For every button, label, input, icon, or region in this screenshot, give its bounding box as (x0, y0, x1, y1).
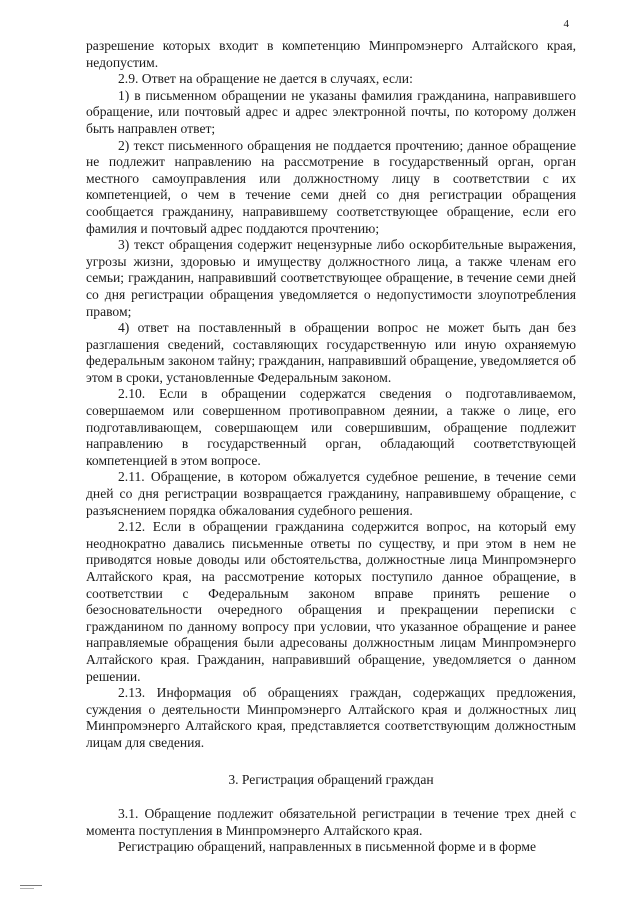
paragraph-2-9-item-1: 1) в письменном обращении не указаны фамилия гражданина, направившего обращение, или почтовый адрес и адрес электронной почты, по которому должен быть направлен ответ; (86, 87, 576, 136)
footer-scan-mark-secondary (20, 888, 34, 889)
paragraph-3-2-start: Регистрацию обращений, направленных в письменной форме и в форме (118, 839, 536, 855)
paragraph-2-11: 2.11. Обращение, в котором обжалуется судебное решение, в течение семи дней со дня регистрации возвращается гражданину, направившему обращение, с разъяснением порядка обжалования судебного решения. (86, 469, 576, 518)
footer-scan-mark (20, 885, 42, 886)
paragraph-2-9: 2.9. Ответ на обращение не дается в случаях, если: (118, 71, 413, 87)
paragraph-2-13: 2.13. Информация об обращениях граждан, содержащих предложения, суждения о деятельности Минпромэнерго Алтайского края и должностных лиц Минпромэнерго Алтайского края, представляется соответствующим должностным лицам для сведения. (86, 685, 576, 750)
paragraph-3-1: 3.1. Обращение подлежит обязательной регистрации в течение трех дней с момента поступления в Минпромэнерго Алтайского края. (86, 806, 576, 838)
paragraph-continuation: разрешение которых входит в компетенцию Минпромэнерго Алтайского края, недопустим. (86, 38, 576, 70)
document-body (86, 38, 576, 856)
paragraph-2-12: 2.12. Если в обращении гражданина содержится вопрос, на который ему неоднократно давались письменные ответы по существу, и при этом в нем не приводятся новые доводы или обстоятельства, должностные лица Минпромэнерго Алтайского края, на рассмотрение которых поступило данное обращение, в соответствии с Федеральным законом вправе принять решение о безосновательности очередного обращения и прекращении переписки с гражданином по данному вопросу при условии, что указанное обращение и ранее направляемые обращения были адресованы должностным лицам Минпромэнерго Алтайского края. Гражданин, направивший обращение, уведомляется о данном решении. (86, 519, 576, 684)
paragraph-2-10: 2.10. Если в обращении содержатся сведения о подготавливаемом, совершаемом или совершенном противоправном деянии, а также о лице, его подготавливающем, совершающем или совершившим, обращение подлежит направлению в государственный орган, обладающий соответствующей компетенцией в этом вопросе. (86, 386, 576, 468)
section-heading: 3. Регистрация обращений граждан (228, 771, 434, 787)
paragraph-2-9-item-2: 2) текст письменного обращения не поддается прочтению; данное обращение не подлежит направлению на рассмотрение в государственный орган, орган местного самоуправления или должностному лицу в соответствии с их компетенцией, о чем в течение семи дней со дня регистрации обращения сообщается гражданину, направившему соответствующее обращение, если его фамилия и почтовый адрес поддаются прочтению; (86, 137, 576, 236)
page-number: 4 (563, 18, 569, 30)
paragraph-2-9-item-4: 4) ответ на поставленный в обращении вопрос не может быть дан без разглашения сведений, составляющих государственную или иную охраняемую федеральным законом тайну; гражданин, направивший обращение, уведомляется об этом в сроки, установленные Федеральным законом. (86, 320, 576, 385)
paragraph-2-9-item-3: 3) текст обращения содержит нецензурные либо оскорбительные выражения, угрозы жизни, здоровью и имуществу должностного лица, а также членам его семьи; гражданин, направивший соответствующее обращение, в течение семи дней со дня регистрации обращения уведомляется о недопустимости злоупотребления правом; (86, 237, 576, 319)
